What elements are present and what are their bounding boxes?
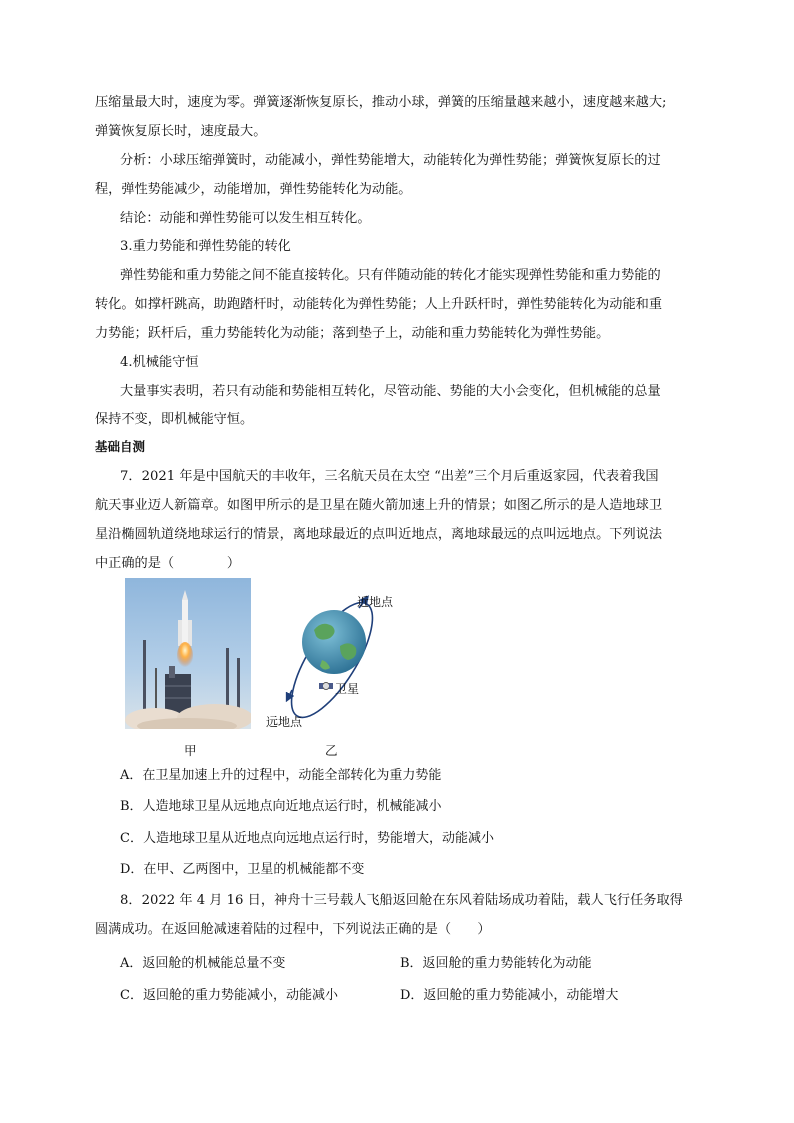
question-7-line: 星沿椭圆轨道绕地球运行的情景，离地球最近的点叫近地点，离地球最远的点叫远地点。下列说法 <box>95 527 663 542</box>
q8-option-c: C．返回舱的重力势能减小，动能减小 <box>120 988 338 1003</box>
q7-option-c: C．人造地球卫星从近地点向远地点运行时，势能增大，动能减小 <box>120 831 494 846</box>
apogee-label: 远地点 <box>266 715 303 729</box>
figure-caption-right: 乙 <box>325 743 338 758</box>
paragraph-line: 弹簧恢复原长时，速度最大。 <box>95 124 267 139</box>
section-title: 基础自测 <box>95 439 146 454</box>
question-8-line: 8．2022 年 4 月 16 日，神舟十三号载人飞船返回舱在东风着陆场成功着陆，载人飞行任务取得 <box>120 893 683 908</box>
satellite-label: 卫星 <box>335 682 360 696</box>
paragraph-line: 力势能；跃杆后，重力势能转化为动能；落到垫子上，动能和重力势能转化为弹性势能。 <box>95 326 610 341</box>
earth-icon <box>302 610 366 674</box>
figure-caption-left: 甲 <box>184 743 197 758</box>
analysis-line: 程，弹性势能减少，动能增加，弹性势能转化为动能。 <box>95 182 412 197</box>
q8-option-b: B．返回舱的重力势能转化为动能 <box>400 956 592 971</box>
q8-option-d: D．返回舱的重力势能减小，动能增大 <box>400 988 619 1003</box>
q7-option-b: B．人造地球卫星从远地点向近地点运行时，机械能减小 <box>120 799 442 814</box>
paragraph-line: 大量事实表明，若只有动能和势能相互转化，尽管动能、势能的大小会变化，但机械能的总量 <box>120 384 661 399</box>
question-8-line: 圆满成功。在返回舱减速着陆的过程中，下列说法正确的是（ ） <box>95 922 491 937</box>
perigee-label: 近地点 <box>357 595 394 609</box>
satellite-icon <box>319 683 333 690</box>
rocket-launch-image <box>125 578 251 729</box>
satellite-orbit-diagram <box>262 590 412 730</box>
q7-option-d: D．在甲、乙两图中，卫星的机械能都不变 <box>120 862 365 877</box>
question-7-line: 中正确的是（ ） <box>95 556 241 571</box>
question-7-line: 航天事业迈人新篇章。如图甲所示的是卫星在随火箭加速上升的情景；如图乙所示的是人造地球卫 <box>95 498 663 513</box>
q7-option-a: A．在卫星加速上升的过程中，动能全部转化为重力势能 <box>120 768 442 783</box>
analysis-line: 分析：小球压缩弹簧时，动能减小，弹性势能增大，动能转化为弹性势能；弹簧恢复原长的过 <box>120 153 661 168</box>
paragraph-line: 保持不变，即机械能守恒。 <box>95 412 254 427</box>
conclusion-line: 结论：动能和弹性势能可以发生相互转化。 <box>120 211 371 226</box>
paragraph-line: 转化。如撑杆跳高，助跑踏杆时，动能转化为弹性势能；人上升跃杆时，弹性势能转化为动能和重 <box>95 297 663 312</box>
q8-option-a: A．返回舱的机械能总量不变 <box>120 956 286 971</box>
heading-4: 4.机械能守恒 <box>120 355 199 370</box>
paragraph-line: 压缩量最大时，速度为零。弹簧逐渐恢复原长，推动小球，弹簧的压缩量越来越小，速度越来越大; <box>95 95 667 110</box>
paragraph-line: 弹性势能和重力势能之间不能直接转化。只有伴随动能的转化才能实现弹性势能和重力势能的 <box>120 268 661 283</box>
question-7-line: 7．2021 年是中国航天的丰收年，三名航天员在太空 “出差”三个月后重返家园，代表着我国 <box>120 469 659 484</box>
heading-3: 3.重力势能和弹性势能的转化 <box>120 239 291 254</box>
